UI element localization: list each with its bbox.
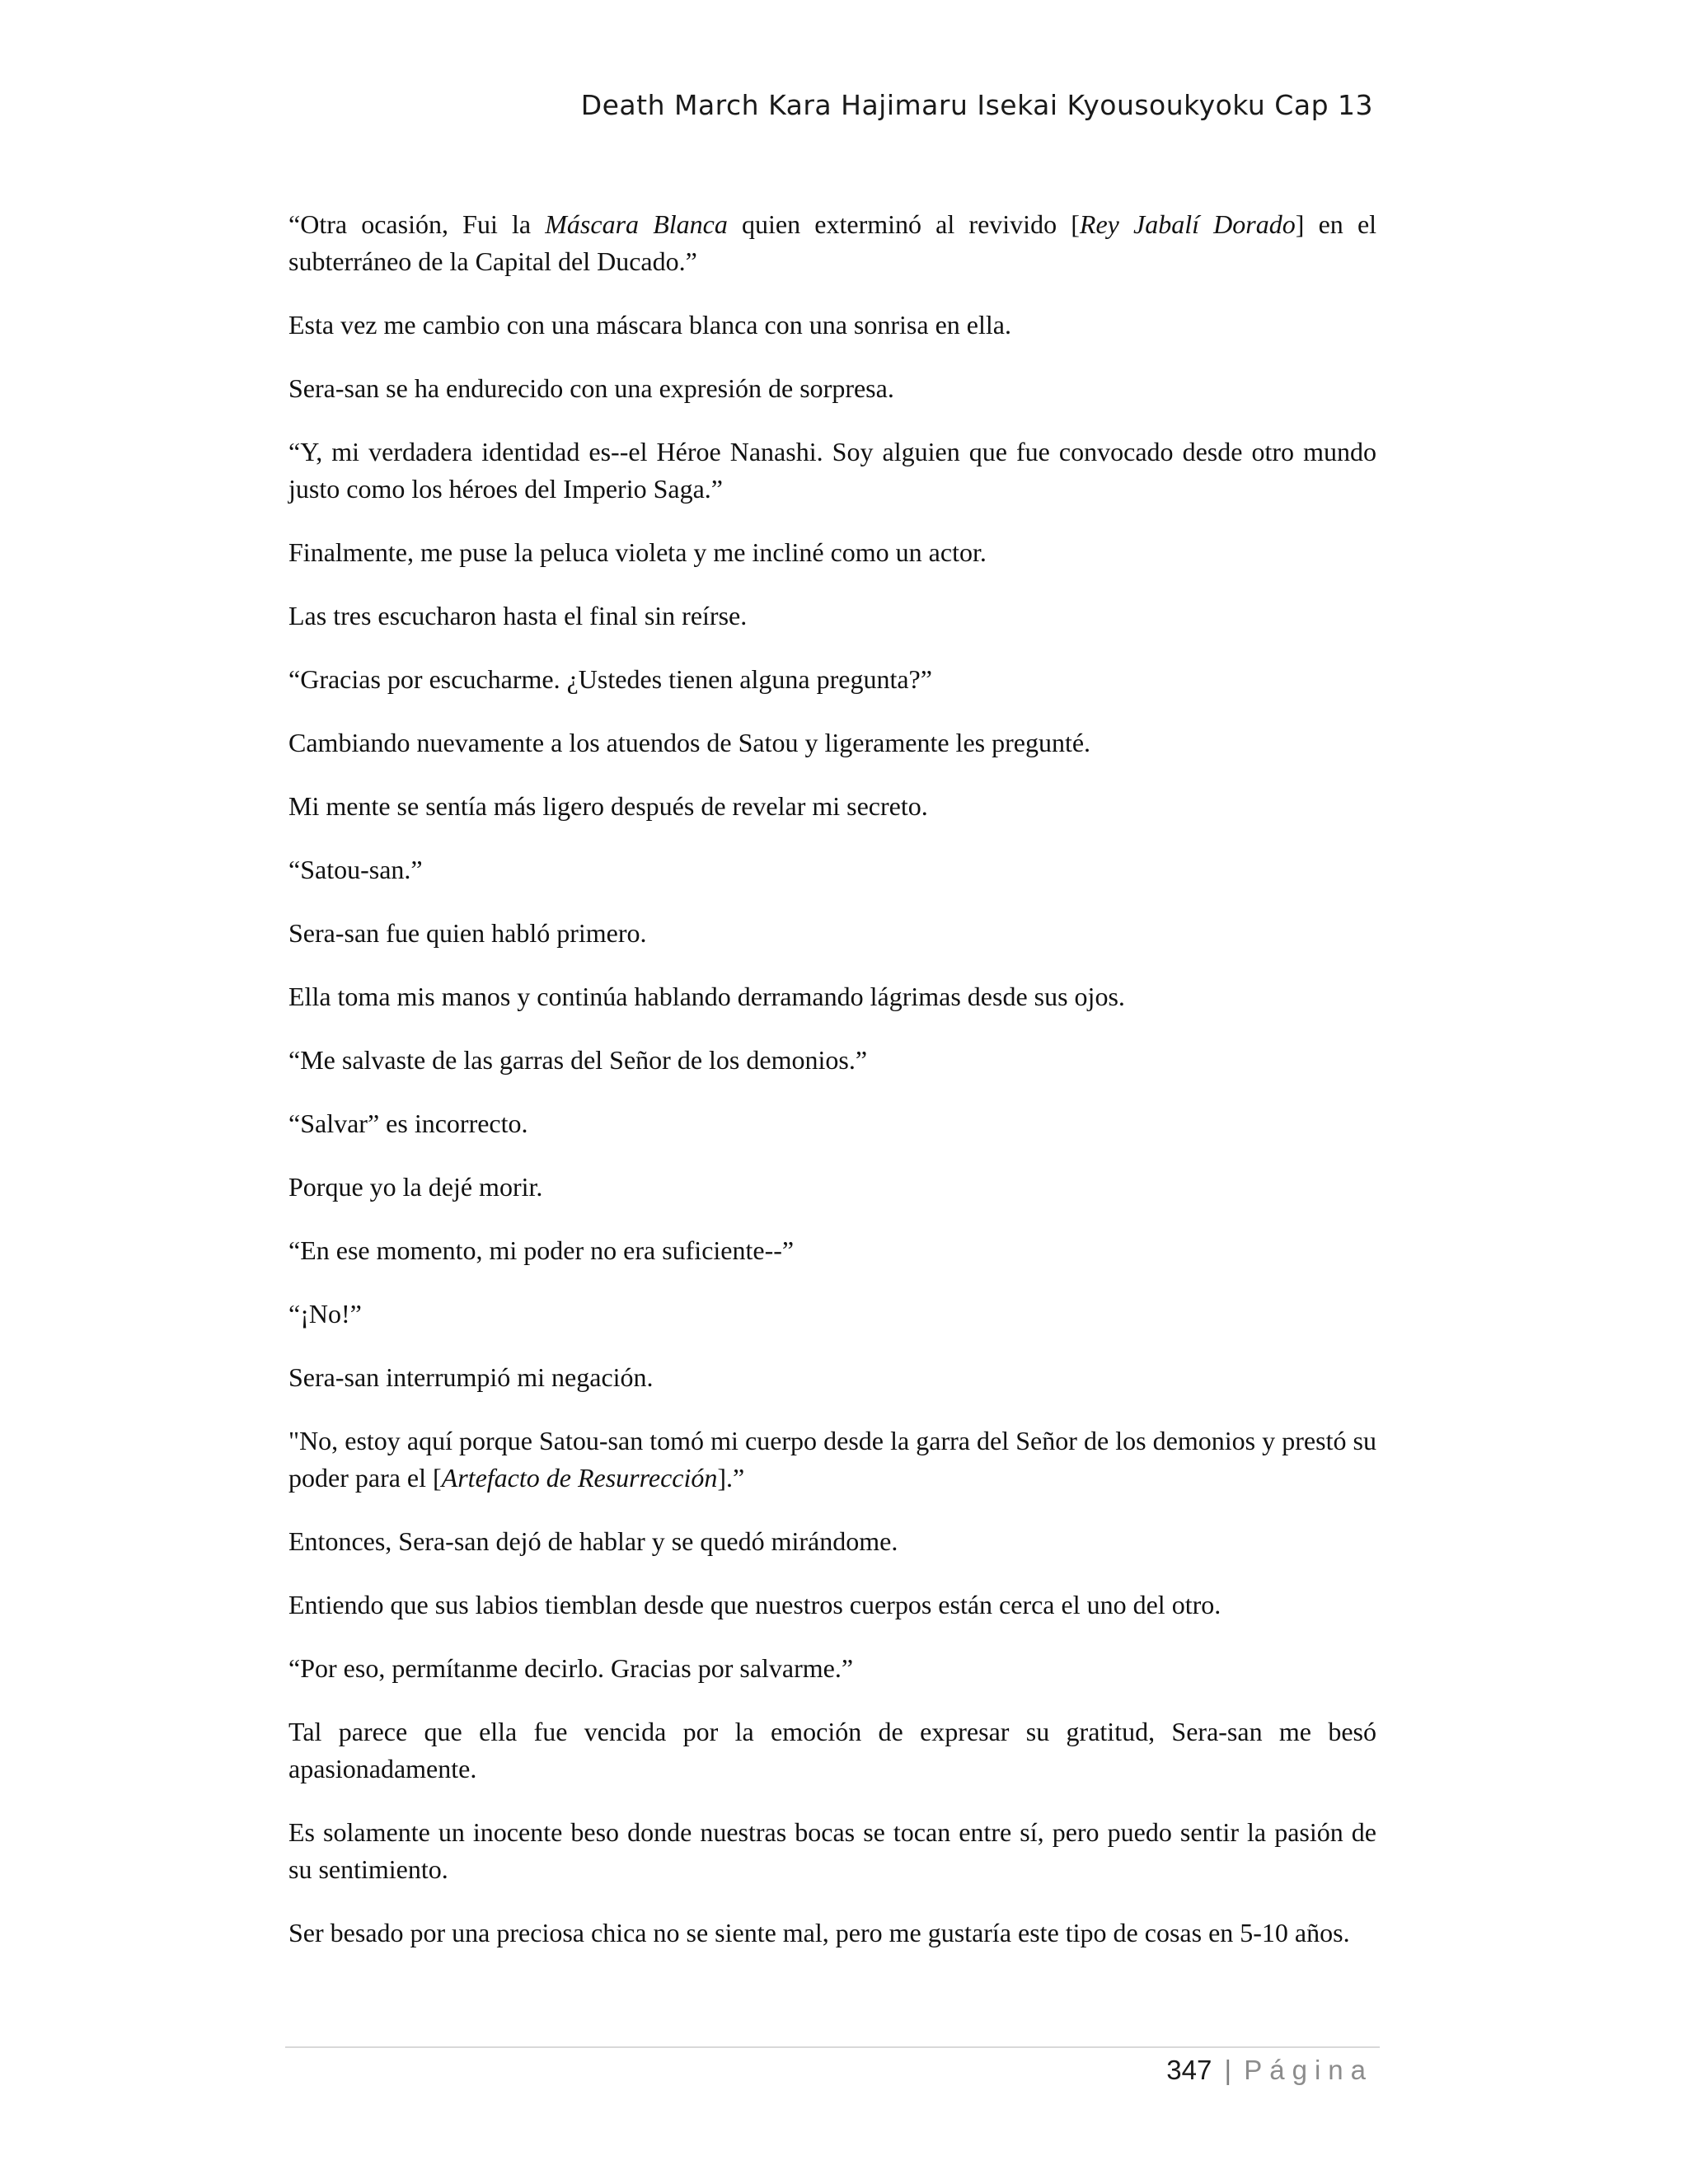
- paragraph-1-text-c: quien exterminó al revivido [: [727, 209, 1080, 239]
- footer-divider: [285, 2046, 1380, 2048]
- paragraph-25: Ser besado por una preciosa chica no se siente mal, pero me gustaría este tipo de cosas en 5-10 años.: [288, 1918, 1350, 1947]
- paragraph-3: Sera-san se ha endurecido con una expresión de sorpresa.: [288, 373, 894, 403]
- paragraph-9: Mi mente se sentía más ligero después de revelar mi secreto.: [288, 791, 928, 821]
- paragraph-20: Entonces, Sera-san dejó de hablar y se quedó mirándome.: [288, 1526, 898, 1556]
- page-label: Página: [1244, 2055, 1373, 2085]
- paragraph-21: Entiendo que sus labios tiemblan desde que nuestros cuerpos están cerca el uno del otro.: [288, 1590, 1221, 1619]
- paragraph-19-text-c: ].”: [717, 1463, 745, 1493]
- footer-separator: |: [1224, 2055, 1232, 2085]
- paragraph-2: Esta vez me cambio con una máscara blanca con una sonrisa en ella.: [288, 310, 1011, 340]
- paragraph-22: “Por eso, permítanme decirlo. Gracias por salvarme.”: [288, 1653, 854, 1683]
- paragraph-19: [288, 1422, 1376, 1497]
- paragraph-11: Sera-san fue quien habló primero.: [288, 918, 647, 948]
- paragraph-7: “Gracias por escucharme. ¿Ustedes tienen alguna pregunta?”: [288, 664, 932, 694]
- paragraph-12: Ella toma mis manos y continúa hablando derramando lágrimas desde sus ojos.: [288, 982, 1125, 1011]
- paragraph-19-italic-artefacto: Artefacto de Resurrección: [441, 1463, 718, 1493]
- paragraph-18: Sera-san interrumpió mi negación.: [288, 1362, 654, 1392]
- paragraph-15: Porque yo la dejé morir.: [288, 1172, 543, 1202]
- paragraph-13: “Me salvaste de las garras del Señor de los demonios.”: [288, 1045, 868, 1075]
- paragraph-4: “Y, mi verdadera identidad es--el Héroe Nanashi. Soy alguien que fue convocado desde otro mundo justo como los héroes del Imperio Saga.”: [288, 437, 1376, 504]
- paragraph-10: “Satou-san.”: [288, 855, 423, 884]
- page-number: 347: [1166, 2055, 1212, 2085]
- paragraph-1-italic-rey: Rey Jabalí Dorado: [1079, 209, 1296, 239]
- page-footer: [1166, 2055, 1373, 2086]
- paragraph-24: Es solamente un inocente beso donde nuestras bocas se tocan entre sí, pero puedo sentir la pasión de su sentimiento.: [288, 1817, 1376, 1884]
- paragraph-19-text-a: "No, estoy aquí porque Satou-san tomó mi cuerpo desde la garra del Señor de los demonios y prestó su poder para el [: [288, 1426, 1376, 1493]
- paragraph-6: Las tres escucharon hasta el final sin reírse.: [288, 601, 748, 630]
- running-header: Death March Kara Hajimaru Isekai Kyousoukyoku Cap 13: [580, 89, 1373, 121]
- paragraph-14: “Salvar” es incorrecto.: [288, 1108, 528, 1138]
- body-text: [288, 206, 1376, 1978]
- paragraph-1-italic-mascara: Máscara Blanca: [545, 209, 728, 239]
- paragraph-1: [288, 206, 1376, 280]
- paragraph-1-text-a: “Otra ocasión, Fui la: [288, 209, 546, 239]
- paragraph-17: “¡No!”: [288, 1299, 362, 1329]
- paragraph-5: Finalmente, me puse la peluca violeta y me incliné como un actor.: [288, 537, 987, 567]
- paragraph-16: “En ese momento, mi poder no era suficiente--”: [288, 1235, 795, 1265]
- paragraph-8: Cambiando nuevamente a los atuendos de Satou y ligeramente les pregunté.: [288, 728, 1091, 757]
- paragraph-1-text-e: ] en el subterráneo de la Capital del Ducado.”: [288, 209, 1377, 276]
- paragraph-23: Tal parece que ella fue vencida por la emoción de expresar su gratitud, Sera-san me besó apasionadamente.: [288, 1717, 1376, 1783]
